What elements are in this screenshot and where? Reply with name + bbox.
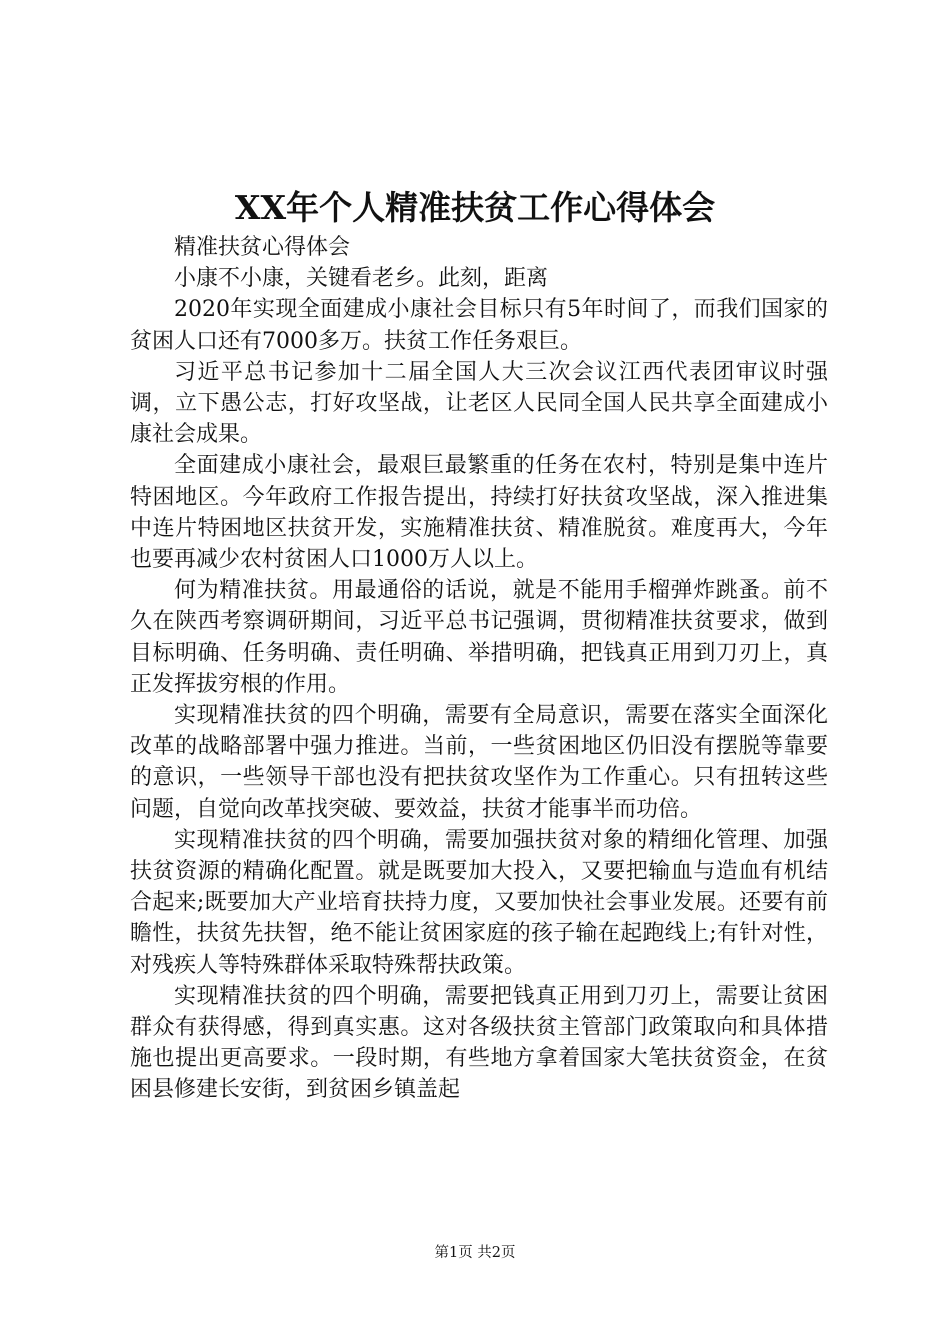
paragraph: 实现精准扶贫的四个明确，需要把钱真正用到刀刃上，需要让贫困群众有获得感，得到真实惠。这对各级扶贫主管部门政策取向和具体措施也提出更高要求。一段时期，有些地方拿着国家大笔扶贫资金，在贫困县修建长安街，到贫困乡镇盖起 <box>130 983 828 1103</box>
paragraph: 小康不小康，关键看老乡。此刻，距离 <box>174 266 549 292</box>
paragraph: 精准扶贫心得体会 <box>174 235 351 260</box>
page-number: 第1页 共2页 <box>434 1245 516 1261</box>
paragraph: 实现精准扶贫的四个明确，需要有全局意识，需要在落实全面深化改革的战略部署中强力推进。当前，一些贫困地区仍旧没有摆脱等靠要的意识，一些领导干部也没有把扶贫攻坚作为工作重心。只有扭转这些问题，自觉向改革找突破、要效益，扶贫才能事半而功倍。 <box>130 703 828 822</box>
paragraph: 习近平总书记参加十二届全国人大三次会议江西代表团审议时强调，立下愚公志，打好攻坚战，让老区人民同全国人民共享全面建成小康社会成果。 <box>130 359 828 448</box>
document-title: XX年个人精准扶贫工作心得体会 <box>234 188 716 227</box>
paragraph: 何为精准扶贫。用最通俗的话说，就是不能用手榴弹炸跳蚤。前不久在陕西考察调研期间，习近平总书记强调，贯彻精准扶贫要求，做到目标明确、任务明确、责任明确、举措明确，把钱真正用到刀刃上，真正发挥拔穷根的作用。 <box>130 578 828 697</box>
paragraph: 2020年实现全面建成小康社会目标只有5年时间了，而我们国家的贫困人口还有7000多万。扶贫工作任务艰巨。 <box>130 297 828 354</box>
paragraph: 实现精准扶贫的四个明确，需要加强扶贫对象的精细化管理、加强扶贫资源的精确化配置。就是既要加大投入，又要把输血与造血有机结合起来;既要加大产业培育扶持力度，又要加快社会事业发展。还要有前瞻性，扶贫先扶智，绝不能让贫困家庭的孩子输在起跑线上;有针对性，对残疾人等特殊群体采取特殊帮扶政策。 <box>130 827 828 978</box>
page-footer <box>0 1242 950 1264</box>
paragraph: 全面建成小康社会，最艰巨最繁重的任务在农村，特别是集中连片特困地区。今年政府工作报告提出，持续打好扶贫攻坚战，深入推进集中连片特困地区扶贫开发，实施精准扶贫、精准脱贫。难度再大，今年也要再减少农村贫困人口1000万人以上。 <box>130 453 828 573</box>
document-body <box>130 232 828 1106</box>
